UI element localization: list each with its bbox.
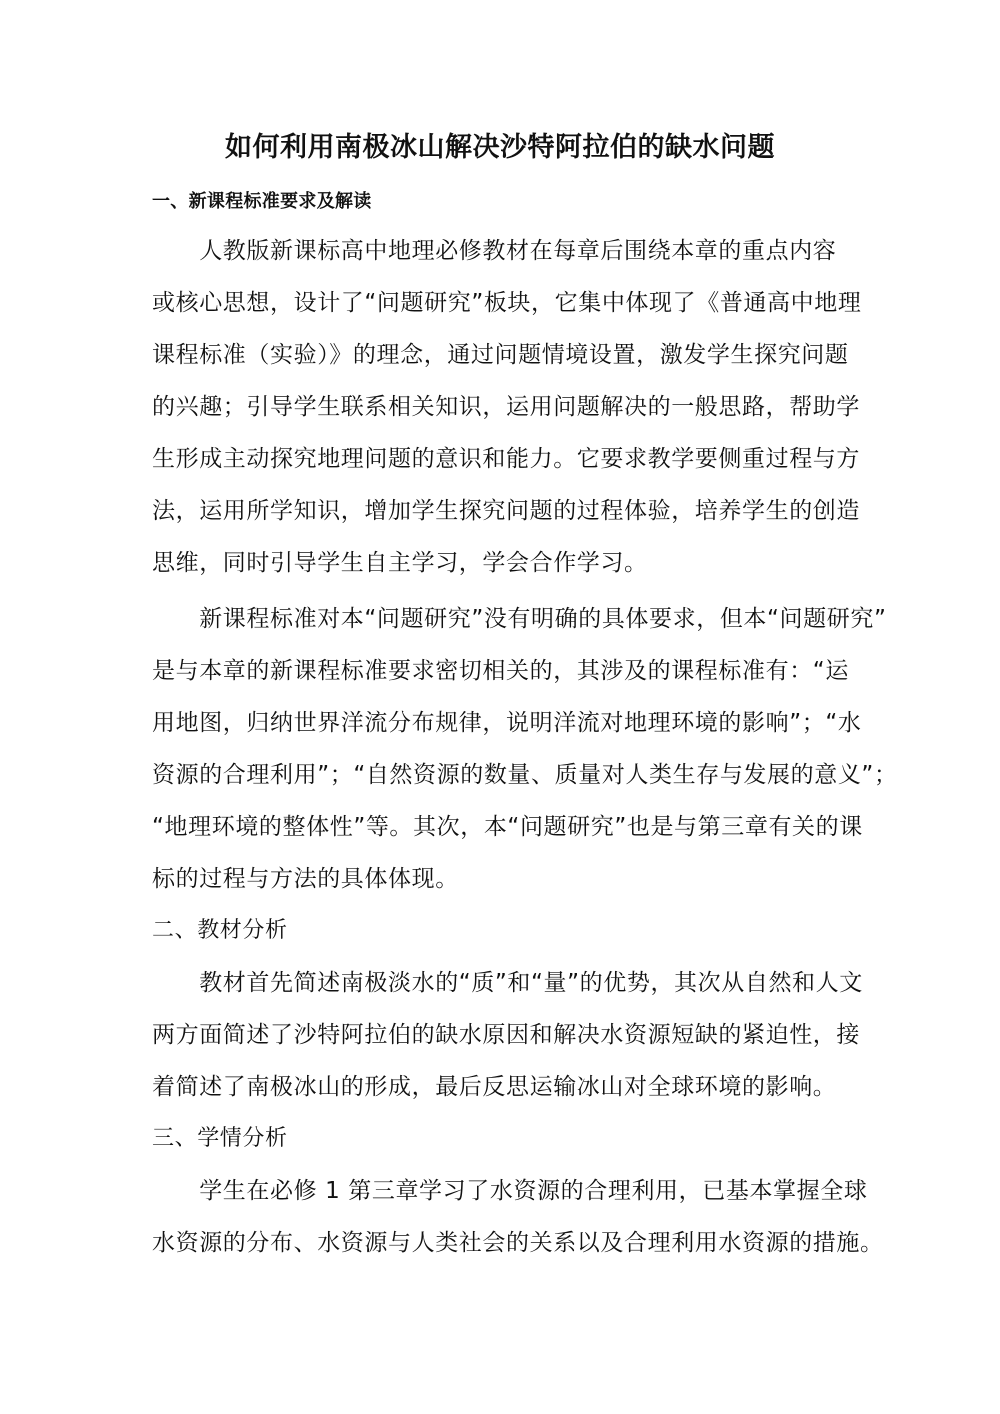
paragraph-line: 用地图，归纳世界洋流分布规律，说明洋流对地理环境的影响”；“水 bbox=[152, 710, 862, 736]
paragraph-line: 水资源的分布、水资源与人类社会的关系以及合理利用水资源的措施。 bbox=[152, 1230, 884, 1256]
paragraph-line: 两方面简述了沙特阿拉伯的缺水原因和解决水资源短缺的紧迫性，接 bbox=[152, 1022, 860, 1048]
paragraph-line: 法，运用所学知识，增加学生探究问题的过程体验，培养学生的创造 bbox=[152, 498, 860, 524]
paragraph-line: 人教版新课标高中地理必修教材在每章后围绕本章的重点内容 bbox=[152, 238, 837, 264]
paragraph-line: 课程标准（实验）》的理念，通过问题情境设置，激发学生探究问题 bbox=[152, 342, 849, 368]
paragraph-line: 生形成主动探究地理问题的意识和能力。它要求教学要侧重过程与方 bbox=[152, 446, 860, 472]
paragraph-line: 着简述了南极冰山的形成，最后反思运输冰山对全球环境的影响。 bbox=[152, 1074, 837, 1100]
paragraph-line: 新课程标准对本“问题研究”没有明确的具体要求，但本“问题研究” bbox=[152, 606, 887, 632]
paragraph-line: 学生在必修 1 第三章学习了水资源的合理利用，已基本掌握全球 bbox=[152, 1178, 868, 1204]
paragraph-line: “地理环境的整体性”等。其次，本“问题研究”也是与第三章有关的课 bbox=[152, 814, 863, 840]
section-heading-2: 二、教材分析 bbox=[152, 918, 288, 943]
paragraph-line: 教材首先简述南极淡水的“质”和“量”的优势，其次从自然和人文 bbox=[152, 970, 863, 996]
section-heading-3: 三、学情分析 bbox=[152, 1126, 288, 1151]
paragraph-line: 资源的合理利用”；“自然资源的数量、质量对人类生存与发展的意义”； bbox=[152, 762, 898, 788]
paragraph-line: 或核心思想，设计了“问题研究”板块，它集中体现了《普通高中地理 bbox=[152, 290, 862, 316]
document-title: 如何利用南极冰山解决沙特阿拉伯的缺水问题 bbox=[225, 132, 775, 163]
paragraph-line: 思维，同时引导学生自主学习，学会合作学习。 bbox=[152, 550, 648, 576]
section-heading-1: 一、新课程标准要求及解读 bbox=[152, 191, 372, 212]
paragraph-line: 的兴趣；引导学生联系相关知识，运用问题解决的一般思路，帮助学 bbox=[152, 394, 860, 420]
paragraph-line: 标的过程与方法的具体体现。 bbox=[152, 866, 459, 892]
paragraph-line: 是与本章的新课程标准要求密切相关的，其涉及的课程标准有：“运 bbox=[152, 658, 849, 684]
